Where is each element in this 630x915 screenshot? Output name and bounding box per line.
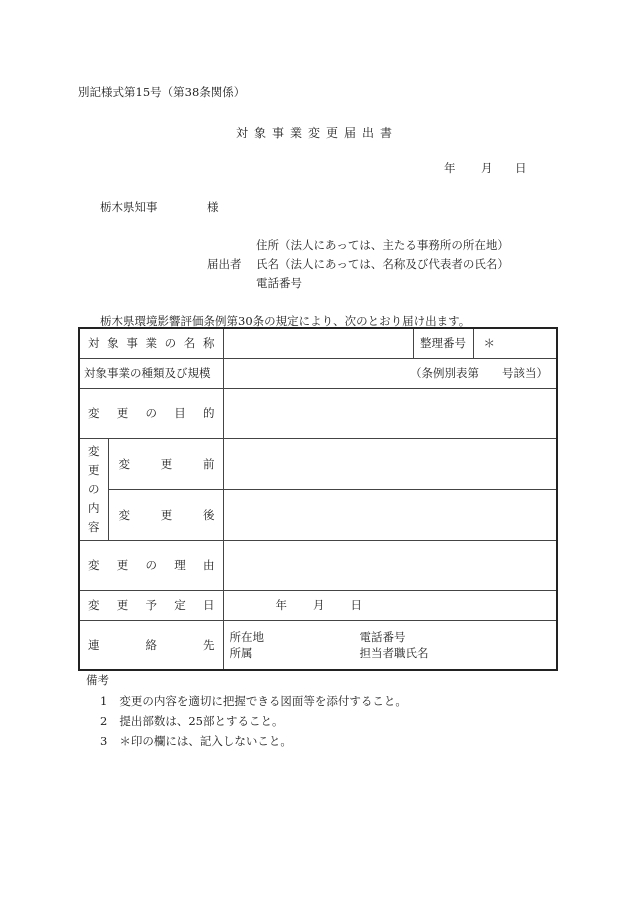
row-change-after <box>79 489 557 540</box>
scheduled-day: 日 <box>350 598 362 612</box>
type-scale-field[interactable] <box>223 358 557 388</box>
change-content-label: 変 更 の 内 容 <box>79 438 108 540</box>
honorific: 様 <box>207 200 219 214</box>
contact-field[interactable] <box>223 620 557 670</box>
date-day-label: 日 <box>515 161 527 175</box>
document-title: 対象事業変更届出書 <box>236 126 399 140</box>
applicant-role-label: 届出者 <box>207 257 242 271</box>
addressee: 栃木県知事 <box>100 200 158 214</box>
intro-statement: 栃木県環境影響評価条例第30条の規定により、次のとおり届け出ます。 <box>100 314 471 328</box>
project-name-field[interactable] <box>223 328 413 358</box>
date-month-label: 月 <box>481 161 493 175</box>
reference-no-field: ＊ <box>473 328 557 358</box>
note-item: 3 ＊印の欄には、記入しないこと。 <box>100 734 292 748</box>
notes-heading: 備考 <box>86 673 109 687</box>
row-contact <box>79 620 557 670</box>
row-type-scale <box>79 358 557 388</box>
before-change-field[interactable] <box>223 438 557 489</box>
reason-label: 変 更 の 理 由 <box>79 540 223 590</box>
type-scale-label: 対象事業の種類及び規模 <box>79 358 223 388</box>
scheduled-date-field[interactable] <box>223 590 557 620</box>
reference-no-label: 整理番号 <box>413 328 473 358</box>
note-item: 2 提出部数は、25部とすること。 <box>100 714 284 728</box>
row-project-name <box>79 328 557 358</box>
scheduled-year: 年 <box>275 598 287 612</box>
after-change-label: 変 更 後 <box>108 489 223 540</box>
purpose-field[interactable] <box>223 388 557 438</box>
row-purpose <box>79 388 557 438</box>
row-reason <box>79 540 557 590</box>
scheduled-month: 月 <box>313 598 325 612</box>
purpose-label: 変 更 の 目 的 <box>79 388 223 438</box>
after-change-field[interactable] <box>223 489 557 540</box>
applicant-phone-label: 電話番号 <box>256 276 302 290</box>
annex-table-note: （条例別表第 号該当） <box>410 366 548 380</box>
row-change-before <box>79 438 557 489</box>
note-item: 1 変更の内容を適切に把握できる図面等を添付すること。 <box>100 694 407 708</box>
contact-label: 連 絡 先 <box>79 620 223 670</box>
notification-form-table <box>78 327 558 671</box>
contact-phone-label: 電話番号 <box>359 629 406 644</box>
reason-field[interactable] <box>223 540 557 590</box>
row-scheduled-date <box>79 590 557 620</box>
location-label: 所在地 <box>229 629 264 644</box>
form-number: 別記様式第15号（第38条関係） <box>78 85 246 99</box>
before-change-label: 変 更 前 <box>108 438 223 489</box>
applicant-address-label: 住所（法人にあっては、主たる事務所の所在地） <box>256 238 509 252</box>
person-in-charge-label: 担当者職氏名 <box>359 645 429 660</box>
project-name-label: 対 象 事 業 の 名 称 <box>79 328 223 358</box>
date-year-label: 年 <box>444 161 456 175</box>
department-label: 所属 <box>229 645 253 660</box>
scheduled-date-label: 変 更 予 定 日 <box>79 590 223 620</box>
applicant-name-label: 氏名（法人にあっては、名称及び代表者の氏名） <box>256 257 509 271</box>
